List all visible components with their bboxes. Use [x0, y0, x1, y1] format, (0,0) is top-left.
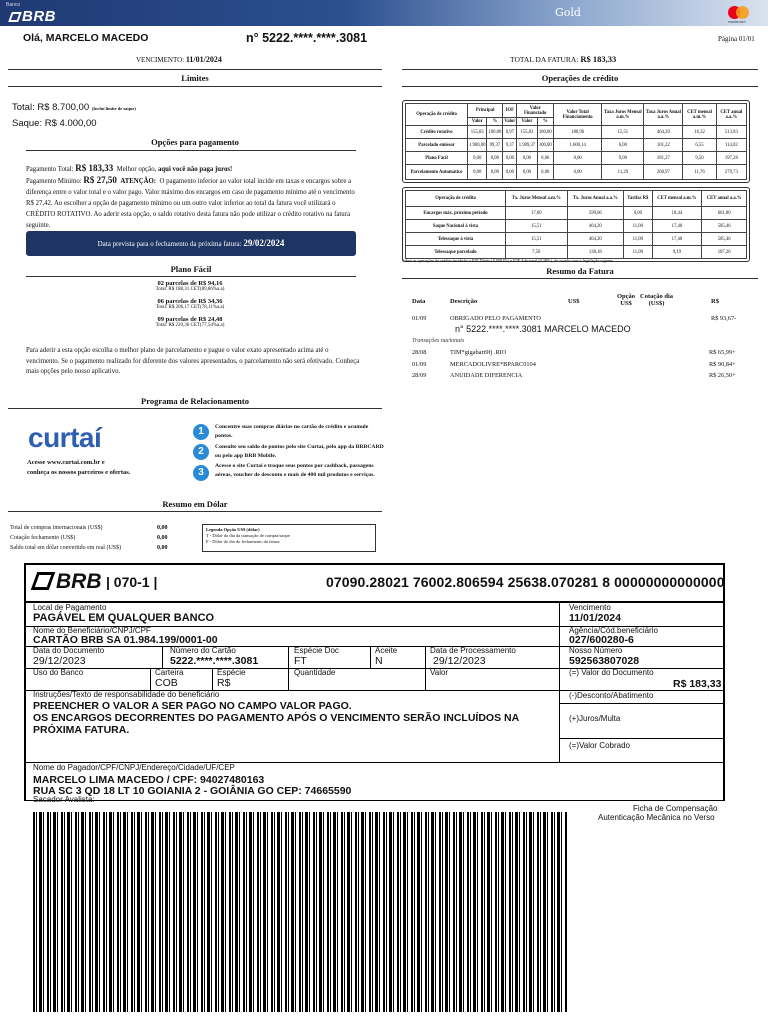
valor-label: Valor: [430, 668, 449, 677]
nat-label: Transações nacionais: [412, 338, 465, 344]
divider: [26, 276, 356, 277]
dataproc-label: Data de Processamento: [430, 646, 516, 655]
brb-logo: BRB: [10, 8, 56, 25]
divider: [26, 150, 356, 151]
desconto-label: (-)Desconto/Abatimento: [569, 691, 654, 700]
card-number: n° 5222.****.****.3081: [246, 31, 368, 45]
due-date: VENCIMENTO: 11/01/2024: [136, 55, 222, 64]
cobrado-label: (=)Valor Cobrado: [569, 741, 630, 750]
section-title-dolar: Resumo em Dólar: [162, 499, 228, 509]
especie-label: Espécie Doc: [294, 646, 339, 655]
table-row: Saque Nacional à vista 15,51 464,20 11,00 17,40 585,46: [406, 220, 747, 233]
section-title-opcoes: Opções para pagamento: [151, 137, 239, 147]
txn-desc: ANUIDADE DIFERENCIA: [450, 372, 523, 379]
especie2-value: R$: [217, 677, 231, 689]
venc-value: 11/01/2024: [569, 612, 621, 624]
agencia-label: Agência/Cód.beneficiário: [569, 626, 658, 635]
pagador-name: MARCELO LIMA MACEDO / CPF: 94027480163: [33, 774, 265, 786]
juros-label: (+)Juros/Multa: [569, 714, 621, 723]
uso-label: Uso do Banco: [33, 668, 84, 677]
payment-options: [26, 163, 356, 231]
col-header-usd: US$: [568, 298, 580, 305]
numcartao-label: Número do Cartão: [170, 646, 236, 655]
credit-table-2: Operação de crédito Tx. Juros Mensal a.m.% Tx. Juros Anual a.a.% Tarifas R$ CET mensal a.m.% CET anual a.a.% Encargos máx. próximo período 17,60 599,66 0,00 18,44 661,80 Saque Nacional à vista 15,51 464,20 11,00 17,40 585,46 Telessaque à vista 15,51 464,20 11,00 17,40 585,46 Telessaque parcelado 7,50 138,18 11,00 9,19 187,26: [402, 187, 750, 262]
instr-label: Instruções/Texto de responsabilidade do beneficiário: [33, 690, 220, 699]
txn-date: 28/08: [412, 349, 427, 356]
agencia-value: 027/600280-6: [569, 634, 634, 646]
pagador-label: Nome do Pagador/CPF/CNPJ/Endereço/Cidade/UF/CEP: [33, 763, 235, 772]
datadoc-value: 29/12/2023: [33, 655, 86, 667]
divider: [402, 278, 758, 279]
valordoc-label: (=) Valor do Documento: [569, 668, 654, 677]
nossonum-label: Nosso Número: [569, 646, 623, 655]
dollar-row-value: 0,00: [157, 545, 168, 551]
next-closing-box: Data prevista para o fechamento da próxima fatura: 29/02/2024: [26, 231, 356, 256]
invoice-total: TOTAL DA FATURA: R$ 183,33: [510, 54, 617, 64]
table-row: Plano Fácil 0,00 0,00 0,00 0,00 0,00 0,00 9,00 181,27 9,50 197,28: [406, 152, 747, 165]
linha-digitavel: 07090.28021 76002.806594 25638.070281 8 00000000000000: [326, 574, 725, 590]
table-row: Crédito rotativo 155,83 100,00 0,97 155,83 100,00 180,96 15,51 464,20 16,32 513,83: [406, 126, 747, 139]
divider: [8, 511, 382, 512]
aceite-value: N: [375, 655, 383, 667]
plan-option: 06 parcelas de R$ 34,36 Total: R$ 206,17 CET(78,11%a.a): [155, 298, 225, 310]
curtai-logo: curtaí: [28, 422, 102, 453]
limit-total: Total: R$ 8.700,00 (Incluí limite de saque): [12, 102, 136, 113]
col-header-data: Data: [412, 298, 426, 305]
dollar-row-label: Saldo total em dólar convertido em real (US$): [10, 545, 122, 551]
instr-line: OS ENCARGOS DECORRENTES DO PAGAMENTO APÓS O VENCIMENTO SERÃO INCLUÍDOS NA: [33, 712, 520, 724]
autent-label: Autenticação Mecânica no Verso: [598, 813, 715, 822]
plan-option: 09 parcelas de R$ 24,48 Total: R$ 220,36 CET(77,54%a.a): [155, 316, 225, 328]
card-type: Gold: [555, 6, 581, 19]
bank-code: | 070-1 |: [106, 574, 158, 590]
section-title-limites: Limites: [181, 73, 209, 83]
dollar-legend: Legenda Opção US$ (dólar) T - Dólar do dia da transação de compra/saque F - Dólar do dia do fechamento da fatura: [202, 524, 376, 552]
divider: [402, 86, 758, 87]
payment-minimum: Pagamento Mínimo: R$ 27,50 ATENÇÃO: O pagamento inferior ao valor total incide em taxas e encargos sobre a diferença entre o valor total e o valor pago. Valor máximo dos encargos em caso de pagamento mínimo até o vencimento R$ 27,42. Ao escolher a opção de pagamento mínimo ou um outro valor inferior ao total da fatura você utilizará o CRÉDITO ROTATIVO. Ao aderir esta opção, o saldo rotativo desta fatura não pode utilizar o crédito rotativo na fatura seguinte.: [26, 175, 355, 229]
greeting: Olá, MARCELO MACEDO: [23, 32, 149, 44]
datadoc-label: Data do Documento: [33, 646, 105, 655]
txn-desc: TIM*gigabart9fj .RIO: [450, 349, 507, 356]
txn-desc: MERCADOLIVRE*BPARC0104: [450, 361, 536, 368]
local-label: Local de Pagamento: [33, 603, 107, 612]
mastercard-label: mastercard: [728, 20, 746, 24]
carteira-value: COB: [155, 677, 178, 689]
dollar-row-label: Total de compras internacionais (US$): [10, 525, 103, 531]
payment-total: Pagamento Total: R$ 183,33 Melhor opção, aqui você não paga juros!: [26, 163, 233, 173]
plan-option: 02 parcelas de R$ 94,16 Total: R$ 188,31 CET(89,86%a.a): [155, 280, 225, 292]
instr-line: PREENCHER O VALOR A SER PAGO NO CAMPO VALOR PAGO.: [33, 700, 352, 712]
boleto-logo: BRB: [34, 570, 102, 594]
benef-label: Nome do Beneficiário/CNPJ/CPF: [33, 626, 151, 635]
step-text: Concentre suas compras diárias no cartão de crédito e acumule pontos.: [215, 424, 369, 439]
barcode: [33, 812, 567, 1012]
nossonum-value: 592563807028: [569, 655, 640, 667]
plan-note: Para aderir a esta opção escolha o melhor plano de parcelamento e pague o valor exato apresentado acima até o vencimento. Se o pagamento realizado for diferente dos valores apresentados, o parcelamento não será efetivado. Conheça mais opções pelo nosso aplicativo.: [26, 347, 360, 375]
divider: [402, 69, 758, 70]
dollar-row-label: Cotação fechamento (US$): [10, 535, 76, 541]
numcartao-value: 5222.****.****.3081: [170, 655, 259, 667]
txn-desc: OBRIGADO PELO PAGAMENTO: [450, 315, 541, 322]
instr-line: PRÓXIMA FATURA.: [33, 724, 130, 736]
qtd-label: Quantidade: [294, 668, 336, 677]
txn-value: R$ 26,50+: [709, 372, 736, 379]
section-title-programa: Programa de Relacionamento: [141, 396, 249, 406]
dataproc-value: 29/12/2023: [433, 655, 486, 667]
txn-value: R$ 65,99+: [709, 349, 736, 356]
section-title-plano: Plano Fácil: [170, 264, 212, 274]
page-indicator: Página 01/01: [718, 35, 755, 43]
credit-table-1: Operação de crédito Principal IOF Valor Financiado Valor Total Financiamento Taxa Juros Mensal a.m.% Taxa Juros Anual a.a.% CET mensal a.m.% CET anual a.a.% Valor % Valor Valor % Crédito rotativo 155,83 100,00 0,97 155,83 100,00 180,96 15,51 464,20 16,32 513,83 Parcelado emissor 1.900,00 99,37 9,37 1.909,37 100,00 1.600,14 6,00 101,22 6,55 114,02 Plano Fácil 0,00 0,00 0,00 0,00 0,00 0,00 9,00 181,27 9,50 197,28 Parcelamento Automático 0,00 0,00 0,00 0,00 0,00 0,00 11,29 260,97 11,76 279,73: [402, 100, 750, 183]
table-row: Encargos máx. próximo período 17,60 599,66 0,00 18,44 661,80: [406, 207, 747, 220]
step-number-icon: 3: [193, 465, 209, 481]
divider: [8, 86, 382, 87]
brb-mark-icon: [31, 572, 56, 590]
limit-saque: Saque: R$ 4.000,00: [12, 118, 97, 129]
section-title-resumo: Resumo da Fatura: [546, 266, 614, 276]
mastercard-icon: [728, 6, 748, 20]
benef-value: CARTÃO BRB SA 01.984.199/0001-00: [33, 634, 218, 646]
sacador-label: Sacador Avalista:: [33, 795, 95, 804]
step-text: Consulte seu saldo de pontos pelo site Curtaí, pelo app da BRBCARD ou pelo app BRB Mobile.: [215, 444, 384, 459]
header-bar: [0, 0, 768, 26]
aceite-label: Aceite: [375, 646, 398, 655]
txn-value: R$ 90,84+: [709, 361, 736, 368]
local-value: PAGÁVEL EM QUALQUER BANCO: [33, 612, 215, 624]
credit-footnote: Sobre as operações de crédito incidirão o IOF Diário (0,0082%) e IOF Adicional (0,38%), de acordo com a legislação vigente.: [402, 258, 614, 263]
table-row: Telessaque à vista 15,51 464,20 11,00 17,40 585,46: [406, 233, 747, 246]
txn-date: 01/09: [412, 361, 427, 368]
brb-mark-icon: [8, 12, 22, 22]
curtai-text: Acesse www.curtai.com.br e conheça os nossos parceiros e ofertas.: [27, 459, 131, 476]
card-line: n° 5222.****.****.3081 MARCELO MACEDO: [455, 324, 631, 334]
especie-value: FT: [294, 655, 307, 667]
txn-value: R$ 93,67-: [711, 315, 737, 322]
step-text: Acesse o site Curtaí e troque seus pontos por cashback, passagens aéreas, voucher de desconto e mais de 400 mil produtos e serviços.: [215, 463, 375, 478]
valordoc-value: R$ 183,33: [673, 678, 722, 690]
divider: [8, 408, 382, 409]
especie2-label: Espécie: [217, 668, 246, 677]
section-title-credito: Operações de crédito: [541, 73, 619, 83]
table-row: Parcelado emissor 1.900,00 99,37 9,37 1.909,37 100,00 1.600,14 6,00 101,22 6,55 114,02: [406, 139, 747, 152]
step-number-icon: 2: [193, 444, 209, 460]
txn-date: 28/09: [412, 372, 427, 379]
dollar-row-value: 0,00: [157, 525, 168, 531]
table-row: Parcelamento Automático 0,00 0,00 0,00 0,00 0,00 0,00 11,29 260,97 11,76 279,73: [406, 165, 747, 180]
col-header-cotacao: Cotação dia (US$): [640, 293, 674, 307]
ficha-label: Ficha de Compensação: [633, 804, 718, 813]
dollar-row-value: 0,00: [157, 535, 168, 541]
table-row: Telessaque parcelado 7,50 138,18 11,00 9,19 187,26: [406, 246, 747, 259]
col-header-rs: R$: [711, 298, 719, 305]
col-header-desc: Descrição: [450, 298, 478, 305]
divider: [8, 69, 382, 70]
pagador-address: RUA SC 3 QD 18 LT 10 GOIANIA 2 - GOIÂNIA GO CEP: 74665590: [33, 785, 352, 797]
txn-date: 01/09: [412, 315, 427, 322]
step-number-icon: 1: [193, 424, 209, 440]
venc-label: Vencimento: [569, 603, 611, 612]
header-small-text: Banco: [6, 2, 21, 8]
col-header-opcao: Opção US$: [617, 293, 636, 307]
carteira-label: Carteira: [155, 668, 184, 677]
